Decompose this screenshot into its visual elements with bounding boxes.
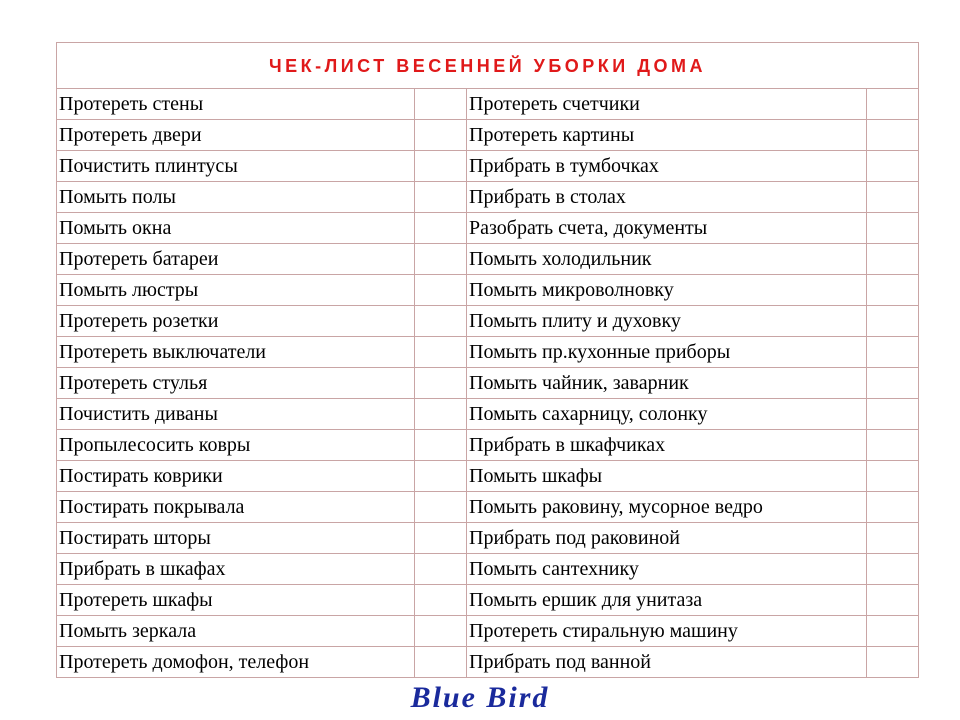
task-right: Протереть стиральную машину [467,616,867,647]
checklist-body [57,89,919,678]
task-right: Протереть картины [467,120,867,151]
task-right: Помыть холодильник [467,244,867,275]
checkbox-cell-left[interactable] [415,275,467,306]
task-right: Прибрать в столах [467,182,867,213]
task-left: Помыть окна [57,213,415,244]
task-right: Прибрать под ванной [467,647,867,678]
checkbox-cell-left[interactable] [415,306,467,337]
task-left: Протереть домофон, телефон [57,647,415,678]
blue-bird-logo: Blue Bird [410,681,550,714]
task-right: Помыть чайник, заварник [467,368,867,399]
task-right: Помыть плиту и духовку [467,306,867,337]
table-row [57,585,919,616]
table-row [57,523,919,554]
task-left: Помыть полы [57,182,415,213]
table-row [57,244,919,275]
title-row [57,43,919,89]
checkbox-cell-right[interactable] [867,306,919,337]
checkbox-cell-left[interactable] [415,523,467,554]
task-left: Протереть шкафы [57,585,415,616]
task-right: Разобрать счета, документы [467,213,867,244]
table-row [57,554,919,585]
checkbox-cell-left[interactable] [415,337,467,368]
checklist-title: ЧЕК-ЛИСТ ВЕСЕННЕЙ УБОРКИ ДОМА [57,43,919,89]
task-left: Помыть зеркала [57,616,415,647]
checkbox-cell-left[interactable] [415,399,467,430]
checkbox-cell-right[interactable] [867,244,919,275]
task-left: Протереть розетки [57,306,415,337]
checkbox-cell-left[interactable] [415,213,467,244]
table-row [57,213,919,244]
table-row [57,182,919,213]
task-right: Прибрать в шкафчиках [467,430,867,461]
checkbox-cell-left[interactable] [415,647,467,678]
task-right: Помыть сахарницу, солонку [467,399,867,430]
task-left: Пропылесосить ковры [57,430,415,461]
task-left: Почистить диваны [57,399,415,430]
checkbox-cell-left[interactable] [415,182,467,213]
task-right: Протереть счетчики [467,89,867,120]
table-row [57,120,919,151]
task-left: Протереть выключатели [57,337,415,368]
table-row [57,89,919,120]
task-right: Помыть сантехнику [467,554,867,585]
task-left: Протереть стены [57,89,415,120]
checkbox-cell-right[interactable] [867,213,919,244]
table-row [57,306,919,337]
table-row [57,151,919,182]
table-row [57,430,919,461]
task-left: Постирать шторы [57,523,415,554]
task-right: Помыть ершик для унитаза [467,585,867,616]
table-row [57,647,919,678]
table-row [57,275,919,306]
checkbox-cell-right[interactable] [867,151,919,182]
checkbox-cell-right[interactable] [867,337,919,368]
checkbox-cell-right[interactable] [867,182,919,213]
checklist-table [56,42,919,678]
checkbox-cell-left[interactable] [415,430,467,461]
checkbox-cell-left[interactable] [415,585,467,616]
checkbox-cell-right[interactable] [867,430,919,461]
checkbox-cell-left[interactable] [415,554,467,585]
checkbox-cell-right[interactable] [867,89,919,120]
table-row [57,492,919,523]
checkbox-cell-right[interactable] [867,461,919,492]
checkbox-cell-right[interactable] [867,647,919,678]
task-left: Почистить плинтусы [57,151,415,182]
checkbox-cell-left[interactable] [415,244,467,275]
checklist-sheet [56,42,918,678]
checkbox-cell-right[interactable] [867,616,919,647]
checkbox-cell-right[interactable] [867,120,919,151]
checkbox-cell-right[interactable] [867,585,919,616]
task-left: Помыть люстры [57,275,415,306]
task-left: Прибрать в шкафах [57,554,415,585]
checkbox-cell-left[interactable] [415,151,467,182]
task-right: Прибрать под раковиной [467,523,867,554]
checkbox-cell-left[interactable] [415,120,467,151]
task-right: Помыть пр.кухонные приборы [467,337,867,368]
checkbox-cell-right[interactable] [867,523,919,554]
task-left: Протереть стулья [57,368,415,399]
task-left: Постирать покрывала [57,492,415,523]
table-row [57,337,919,368]
task-left: Постирать коврики [57,461,415,492]
task-right: Помыть раковину, мусорное ведро [467,492,867,523]
checkbox-cell-right[interactable] [867,368,919,399]
table-row [57,399,919,430]
checkbox-cell-left[interactable] [415,492,467,523]
task-left: Протереть батареи [57,244,415,275]
checkbox-cell-left[interactable] [415,89,467,120]
checkbox-cell-left[interactable] [415,368,467,399]
task-right: Прибрать в тумбочках [467,151,867,182]
checkbox-cell-right[interactable] [867,399,919,430]
table-row [57,616,919,647]
checkbox-cell-right[interactable] [867,275,919,306]
checkbox-cell-right[interactable] [867,554,919,585]
checkbox-cell-left[interactable] [415,616,467,647]
checkbox-cell-right[interactable] [867,492,919,523]
task-right: Помыть микроволновку [467,275,867,306]
table-row [57,461,919,492]
task-left: Протереть двери [57,120,415,151]
task-right: Помыть шкафы [467,461,867,492]
checkbox-cell-left[interactable] [415,461,467,492]
table-row [57,368,919,399]
